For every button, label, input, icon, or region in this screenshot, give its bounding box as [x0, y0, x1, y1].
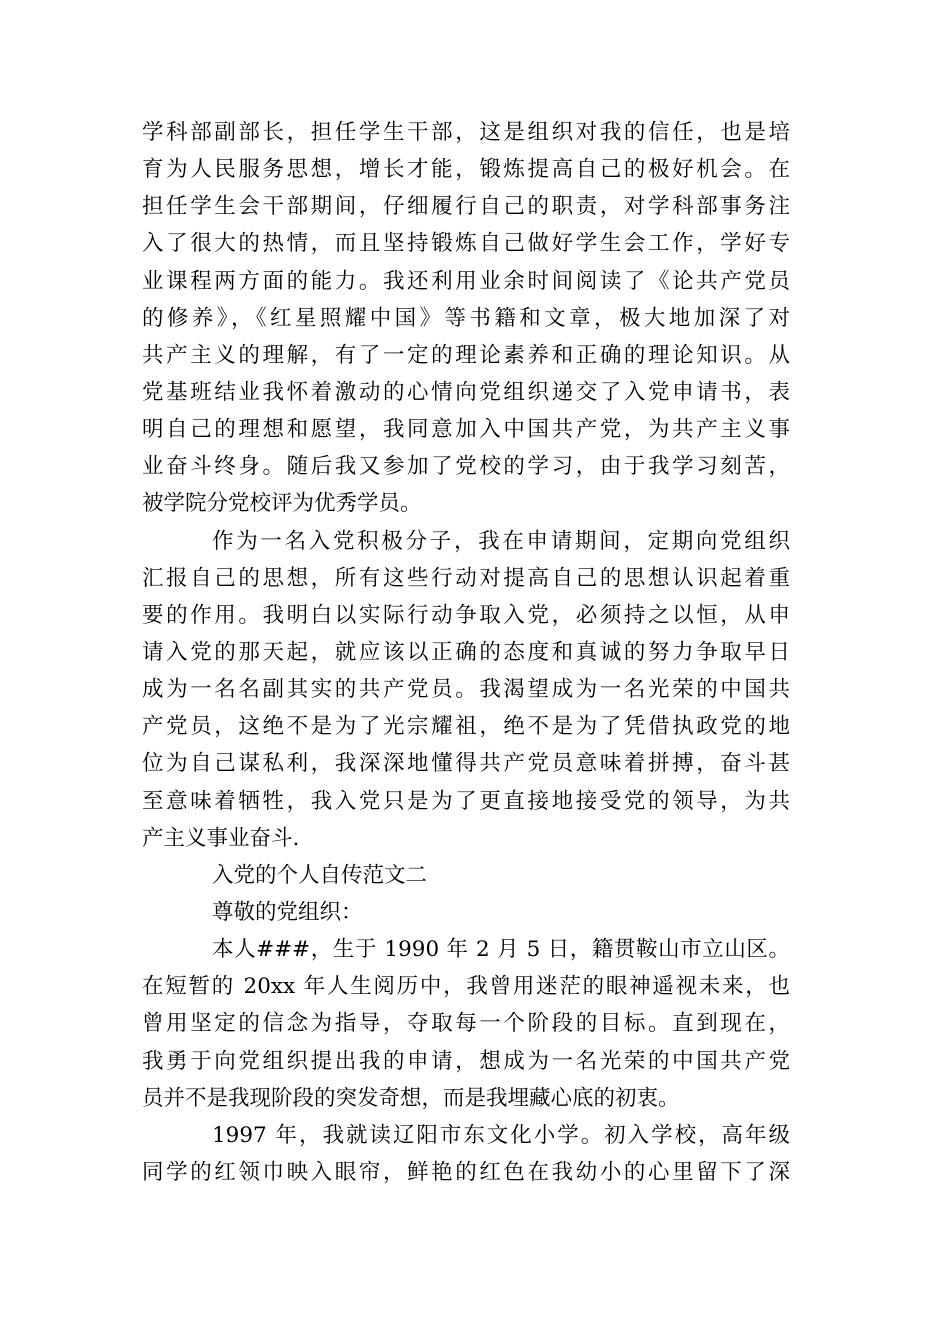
- text-line: 学科部副部长，担任学生干部，这是组织对我的信任，也是培: [142, 120, 790, 145]
- text-line: 入了很大的热情，而且坚持锻炼自己做好学生会工作，学好专: [142, 231, 790, 257]
- text-line: 至意味着牺牲，我入党只是为了更直接地接受党的领导，为共: [142, 788, 790, 814]
- text-line: 本人###，生于 1990 年 2 月 5 日，籍贯鞍山市立山区。: [212, 937, 790, 963]
- text-line: 曾用坚定的信念为指导，夺取每一个阶段的目标。直到现在，: [142, 1011, 790, 1037]
- text-line: 明自己的理想和愿望，我同意加入中国共产党，为共产主义事: [142, 417, 790, 443]
- text-line: 产党员，这绝不是为了光宗耀祖，绝不是为了凭借执政党的地: [142, 714, 790, 740]
- text-line: 入党的个人自传范文二: [212, 862, 428, 888]
- text-line: 被学院分党校评为优秀学员。: [142, 491, 422, 517]
- text-line: 作为一名入党积极分子，我在申请期间，定期向党组织: [212, 528, 790, 554]
- text-line: 请入党的那天起，就应该以正确的态度和真诚的努力争取早日: [142, 639, 790, 665]
- text-line: 员并不是我现阶段的突发奇想，而是我埋藏心底的初衷。: [142, 1085, 680, 1111]
- text-line: 育为人民服务思想，增长才能，锻炼提高自己的极好机会。在: [142, 157, 790, 183]
- text-line: 在短暂的 20xx 年人生阅历中，我曾用迷茫的眼神遥视未来，也: [142, 974, 790, 1000]
- text-line: 1997 年，我就读辽阳市东文化小学。初入学校，高年级: [212, 1122, 790, 1148]
- text-line: 成为一名名副其实的共产党员。我渴望成为一名光荣的中国共: [142, 677, 790, 703]
- text-line: 业奋斗终身。随后我又参加了党校的学习，由于我学习刻苦，: [142, 454, 790, 480]
- text-line: 产主义事业奋斗.: [142, 825, 300, 851]
- text-block: [142, 114, 790, 1191]
- text-line: 尊敬的党组织：: [212, 899, 363, 925]
- text-line: 要的作用。我明白以实际行动争取入党，必须持之以恒，从申: [142, 602, 790, 628]
- text-line: 我勇于向党组织提出我的申请，想成为一名光荣的中国共产党: [142, 1048, 790, 1074]
- text-line: 汇报自己的思想，所有这些行动对提高自己的思想认识起着重: [142, 565, 790, 591]
- text-line: 的修养》，《红星照耀中国》等书籍和文章，极大地加深了对: [142, 305, 790, 331]
- text-line: 党基班结业我怀着激动的心情向党组织递交了入党申请书，表: [142, 379, 790, 405]
- text-line: 业课程两方面的能力。我还利用业余时间阅读了《论共产党员: [142, 268, 790, 294]
- text-line: 担任学生会干部期间，仔细履行自己的职责，对学科部事务注: [142, 194, 790, 220]
- text-line: 位为自己谋私利，我深深地懂得共产党员意味着拼搏，奋斗甚: [142, 751, 790, 777]
- text-line: 共产主义的理解，有了一定的理论素养和正确的理论知识。从: [142, 342, 790, 368]
- text-line: 同学的红领巾映入眼帘，鲜艳的红色在我幼小的心里留下了深: [142, 1159, 790, 1185]
